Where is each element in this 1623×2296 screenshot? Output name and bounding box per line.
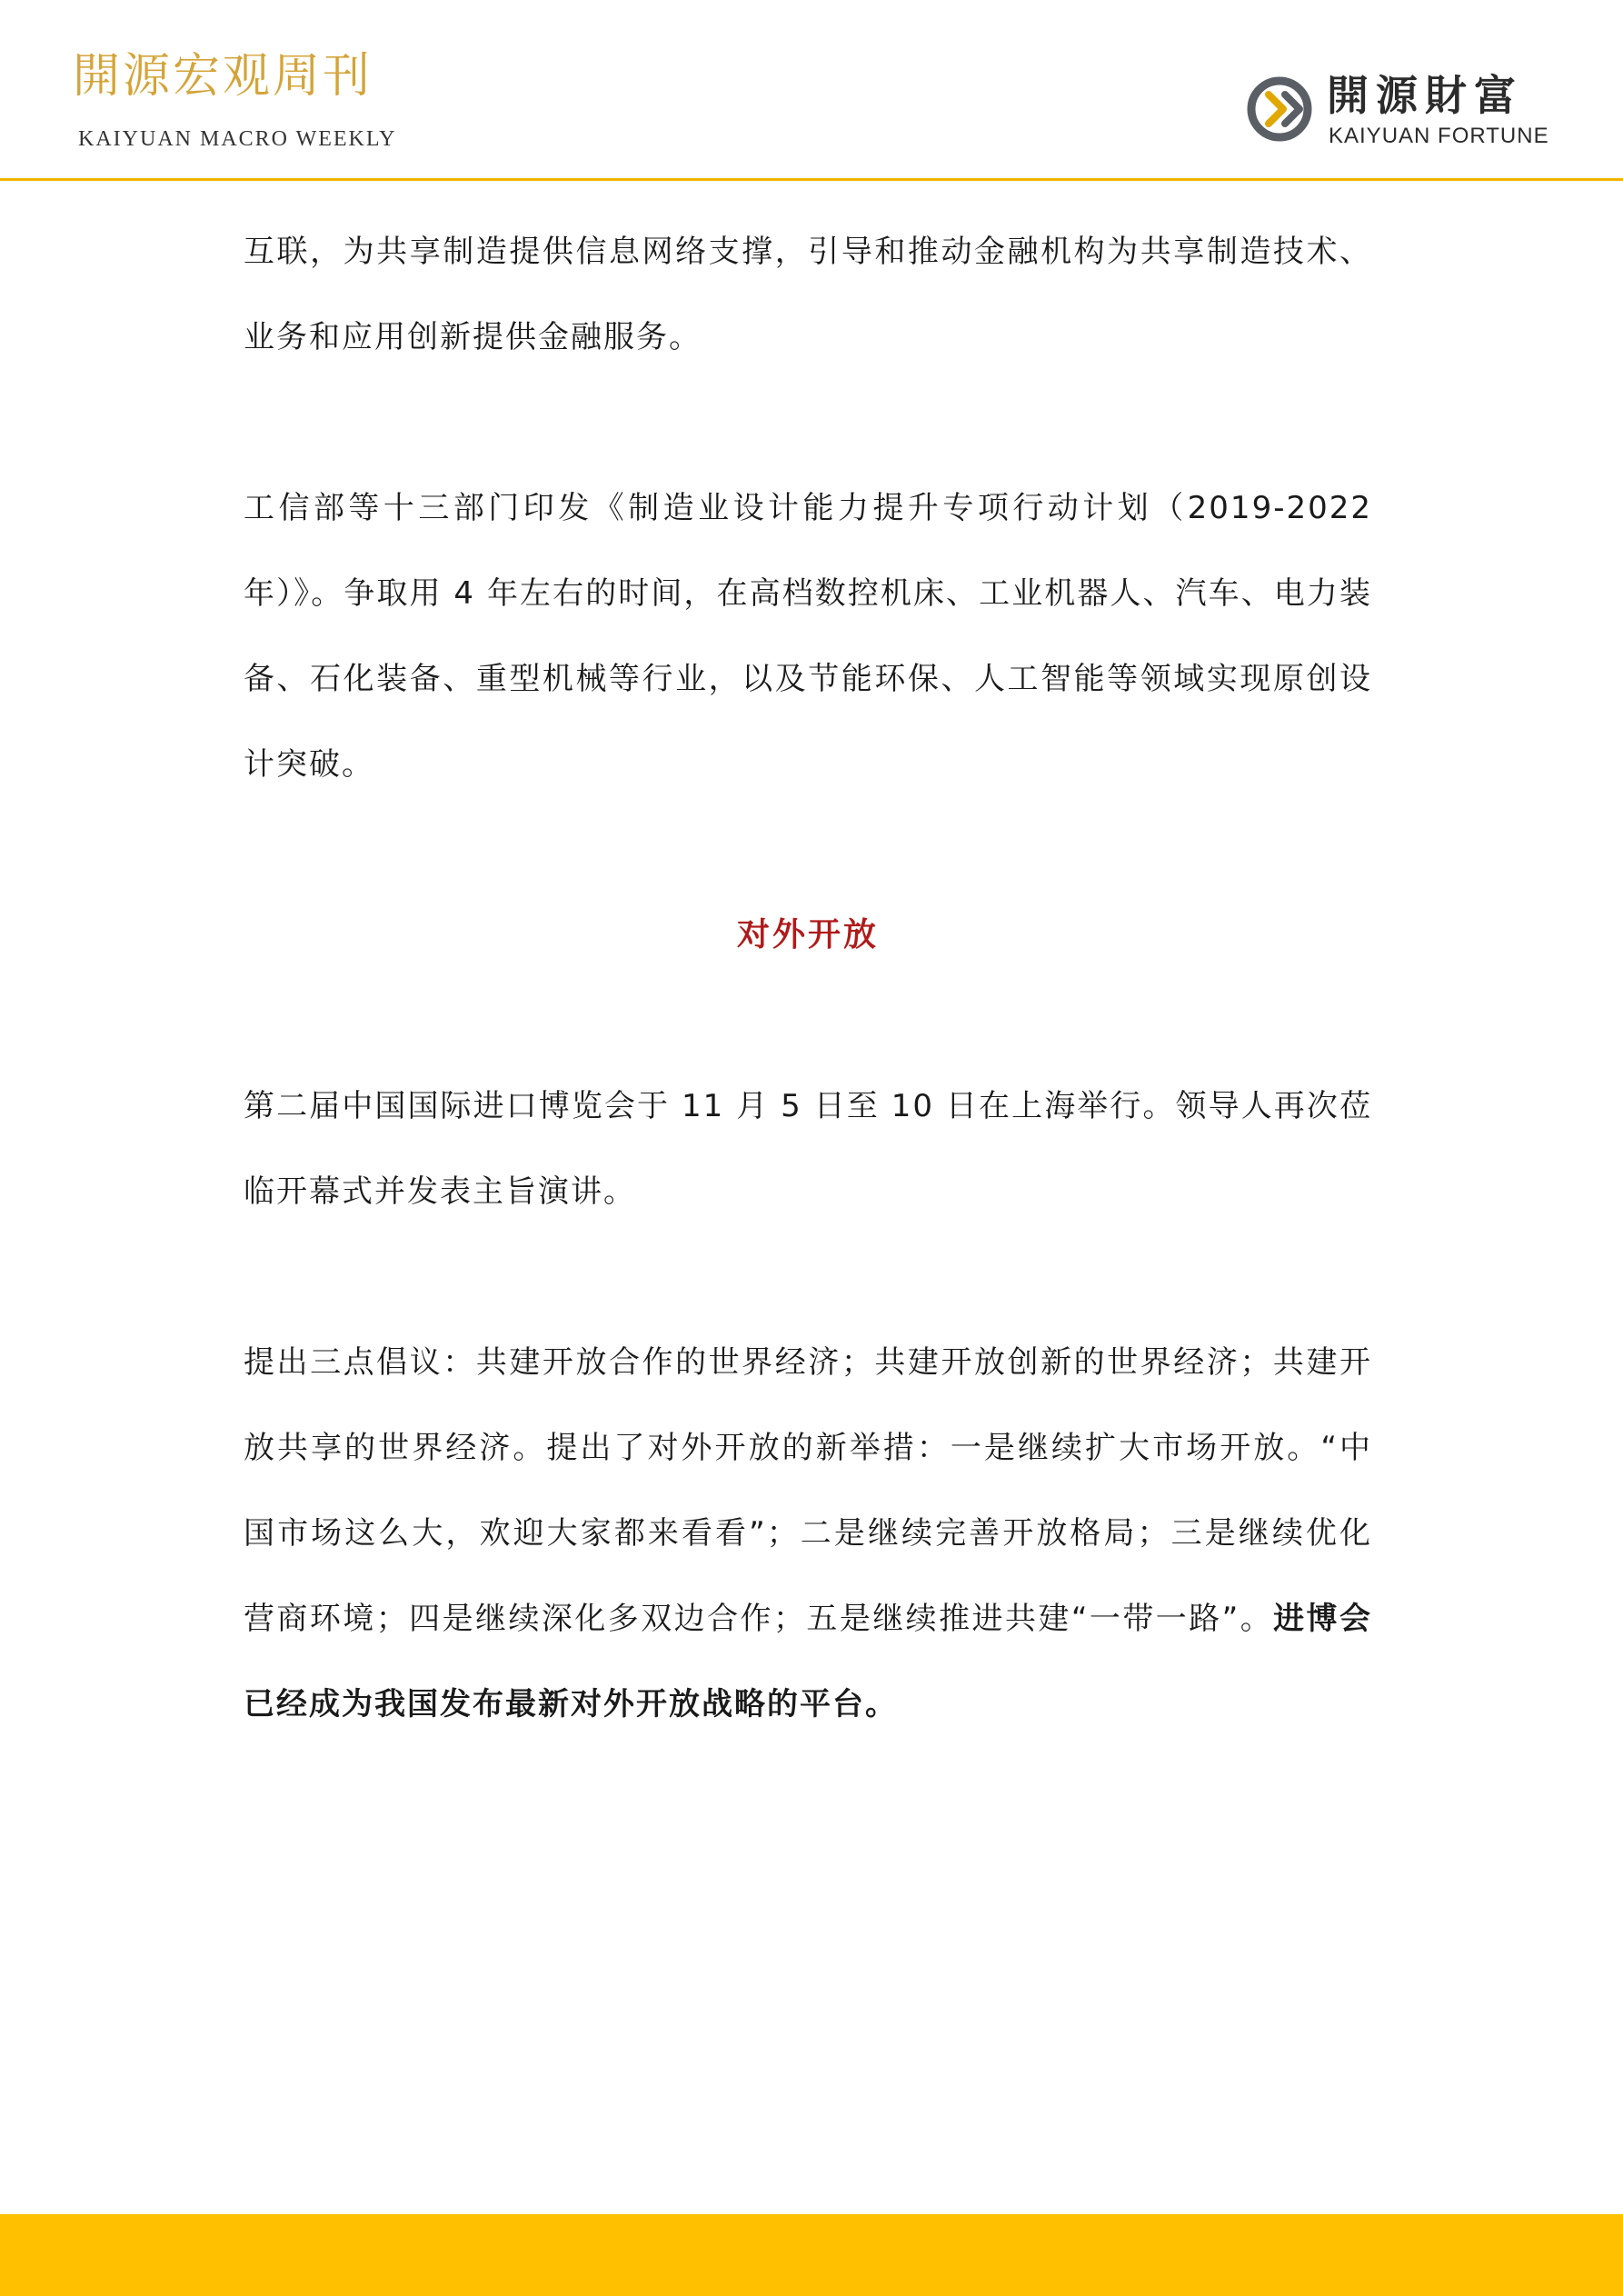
logo-name-cn: 開源財富 — [1327, 71, 1523, 120]
article-body — [244, 209, 1372, 1747]
paragraph-spacer — [244, 1234, 1372, 1320]
logo-name-en: KAIYUAN FORTUNE — [1329, 124, 1549, 148]
page-header — [0, 0, 1623, 182]
paragraph-initiatives — [244, 1320, 1372, 1747]
initiatives-conclusion: 进博会已经成为我国发布最新对外开放战略的平台。 — [244, 1601, 1372, 1722]
paragraph-spacer — [244, 978, 1372, 1063]
initiatives-text: 提出三点倡议：共建开放合作的世界经济；共建开放创新的世界经济；共建开放共享的世界经济。提出了对外开放的新举措：一是继续扩大市场开放。“中国市场这么大，欢迎大家都来看看”；二是继续完善开放格局；三是继续优化营商环境；四是继续深化多双边合作；五是继续推进共建“一带一路”。 — [244, 1344, 1372, 1637]
paragraph-spacer — [244, 807, 1372, 893]
kaiyuan-logo-icon — [1243, 73, 1316, 145]
publication-title: 開源宏观周刊 — [73, 49, 373, 104]
header-divider — [0, 178, 1623, 181]
paragraph-design-capability-plan: 工信部等十三部门印发《制造业设计能力提升专项行动计划（2019-2022 年）》。争取用 4 年左右的时间，在高档数控机床、工业机器人、汽车、电力装备、石化装备、重型机械等行业，以及节能环保、人工智能等领域实现原创设计突破。 — [244, 490, 1372, 783]
footer-bar — [0, 2214, 1623, 2296]
company-logo — [1243, 73, 1561, 155]
publication-subtitle: KAIYUAN MACRO WEEKLY — [78, 127, 397, 151]
paragraph-import-expo: 第二届中国国际进口博览会于 11 月 5 日至 10 日在上海举行。领导人再次莅临开幕式并发表主旨演讲。 — [244, 1088, 1372, 1210]
paragraph-spacer — [244, 380, 1372, 465]
section-title-opening-up: 对外开放 — [736, 916, 879, 953]
paragraph-shared-manufacturing: 互联，为共享制造提供信息网络支撑，引导和推动金融机构为共享制造技术、业务和应用创新提供金融服务。 — [244, 234, 1372, 355]
